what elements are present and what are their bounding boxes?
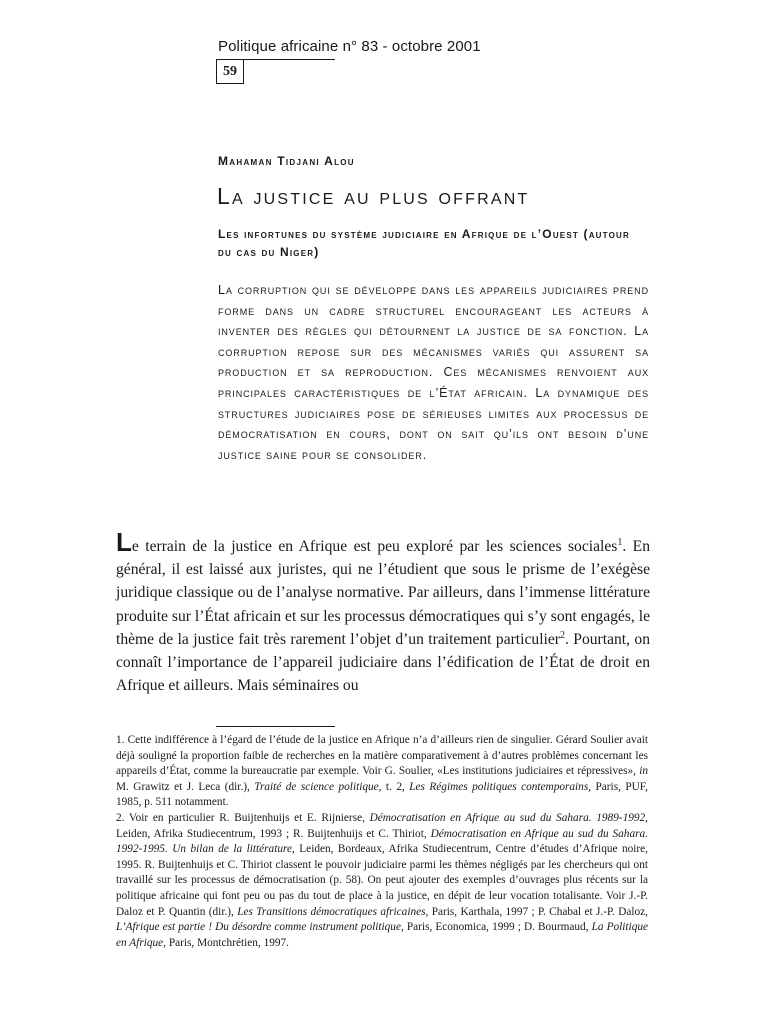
footnote-ref-2: 2 bbox=[559, 629, 565, 641]
fn1-text-c: t. 2, bbox=[381, 780, 410, 793]
body-text-2: . En général, il est laissé aux juristes, qui ne l’étudient que sous le prisme de l’exégèse juridique classique ou de l’analyse normative. Par ailleurs, dans l’immense littérature produite sur l’État africain et sur les processus démocratiques qui s’y sont engagés, le thème de la justice fait très rarement l’objet d’un traitement particulier bbox=[116, 538, 650, 648]
article-abstract: La corruption qui se développe dans les appareils judiciaires prend forme dans un cadre structurel encourageant les acteurs à inventer des règles qui détournent la justice de sa fonction. La corruption repose sur des mécanismes variés qui assurent sa production et sa reproduction. Ces mécanismes renvoient aux principales caractéristiques de l’État africain. La dynamique des structures judiciaires pose de sérieuses limites aux processus de démocratisation en cours, dont on sait qu’ils ont besoin d’une justice saine pour se consolider. bbox=[218, 283, 649, 462]
fn1-book-title: Traité de science politique, bbox=[254, 780, 382, 793]
fn2-text-f: Paris, Montchrétien, 1997. bbox=[166, 936, 289, 949]
footnote-1 bbox=[116, 733, 648, 811]
fn1-part-title: Les Régimes politiques contemporains, bbox=[409, 780, 592, 793]
fn2-title-1: Démocratisation en Afrique au sud du Sahara. 1989-1992, bbox=[369, 811, 648, 824]
fn2-text-c: Leiden, Bordeaux, Afrika Studiecentrum, Centre d’études d’Afrique noire, 1995. R. Buijtenhuijs et C. Thiriot classent le pouvoir judiciaire parmi les thèmes négligés par les chercheurs qui ont travaillé sur les processus de démocratisation (p. 58). On peut ajouter des exemples d’ouvrages plus récents sur la politique africaine qui font peu ou pas du tout de place à la justice, en dépit de leur vocation totalisante. Voir J.-P. Daloz et P. Quantin (dir.), bbox=[116, 843, 649, 918]
body-text-3: . Pourtant, on connaît l’importance de l’appareil judiciaire dans l’édification de l’État de droit en Afrique et ailleurs. Mais séminaires ou bbox=[116, 630, 651, 695]
footnote-ref-1: 1 bbox=[617, 536, 623, 548]
fn1-text-a: 1. Cette indifférence à l’égard de l’étude de la justice en Afrique n’a d’ailleurs rien de singulier. Gérard Soulier avait déjà souligné la proportion faible de recherches en la matière comparativement à d’autres problèmes concernant les appareils d’État, comme la bureaucratie par exemple. Voir G. Soulier, «Les institutions judiciaires et répressives», bbox=[116, 734, 648, 778]
fn1-text-d: Paris, PUF, 1985, p. 511 notamment. bbox=[116, 780, 648, 809]
journal-header: Politique africaine n° 83 - octobre 2001 bbox=[218, 38, 481, 55]
article-subtitle: Les infortunes du système judiciaire en Afrique de l’Ouest (autour du cas du Niger) bbox=[218, 227, 630, 259]
fn2-text-a: 2. Voir en particulier R. Buijtenhuijs et E. Rijnierse, bbox=[116, 811, 370, 824]
body-text-1: e terrain de la justice en Afrique est peu exploré par les sciences sociales bbox=[131, 538, 618, 555]
footnotes bbox=[116, 733, 648, 951]
fn2-text-b: Leiden, Afrika Studiecentrum, 1993 ; R. Buijtenhuijs et C. Thiriot, bbox=[116, 827, 431, 840]
article-title: La justice au plus offrant bbox=[217, 183, 530, 209]
footnote-rule bbox=[216, 726, 335, 727]
fn2-title-2: Démocratisation en Afrique au sud du Sahara. 1992-1995. Un bilan de la littérature, bbox=[116, 827, 648, 856]
page-number: 59 bbox=[216, 59, 244, 84]
body-paragraph bbox=[116, 527, 651, 697]
fn2-title-5: La Politique en Afrique, bbox=[116, 921, 649, 949]
drop-cap: L bbox=[116, 527, 132, 557]
fn1-text-b: M. Grawitz et J. Leca (dir.), bbox=[116, 780, 255, 793]
fn2-text-d: Paris, Karthala, 1997 ; P. Chabal et J.-P. Daloz, bbox=[428, 905, 648, 918]
fn1-in: in bbox=[639, 765, 648, 778]
fn2-text-e: Paris, Economica, 1999 ; D. Bourmaud, bbox=[403, 921, 592, 934]
fn2-title-3: Les Transitions démocratiques africaines, bbox=[237, 905, 429, 918]
fn2-title-4: L’Afrique est partie ! Du désordre comme instrument politique, bbox=[116, 921, 404, 934]
footnote-2 bbox=[116, 811, 648, 951]
article-author: Mahaman Tidjani Alou bbox=[218, 154, 355, 168]
